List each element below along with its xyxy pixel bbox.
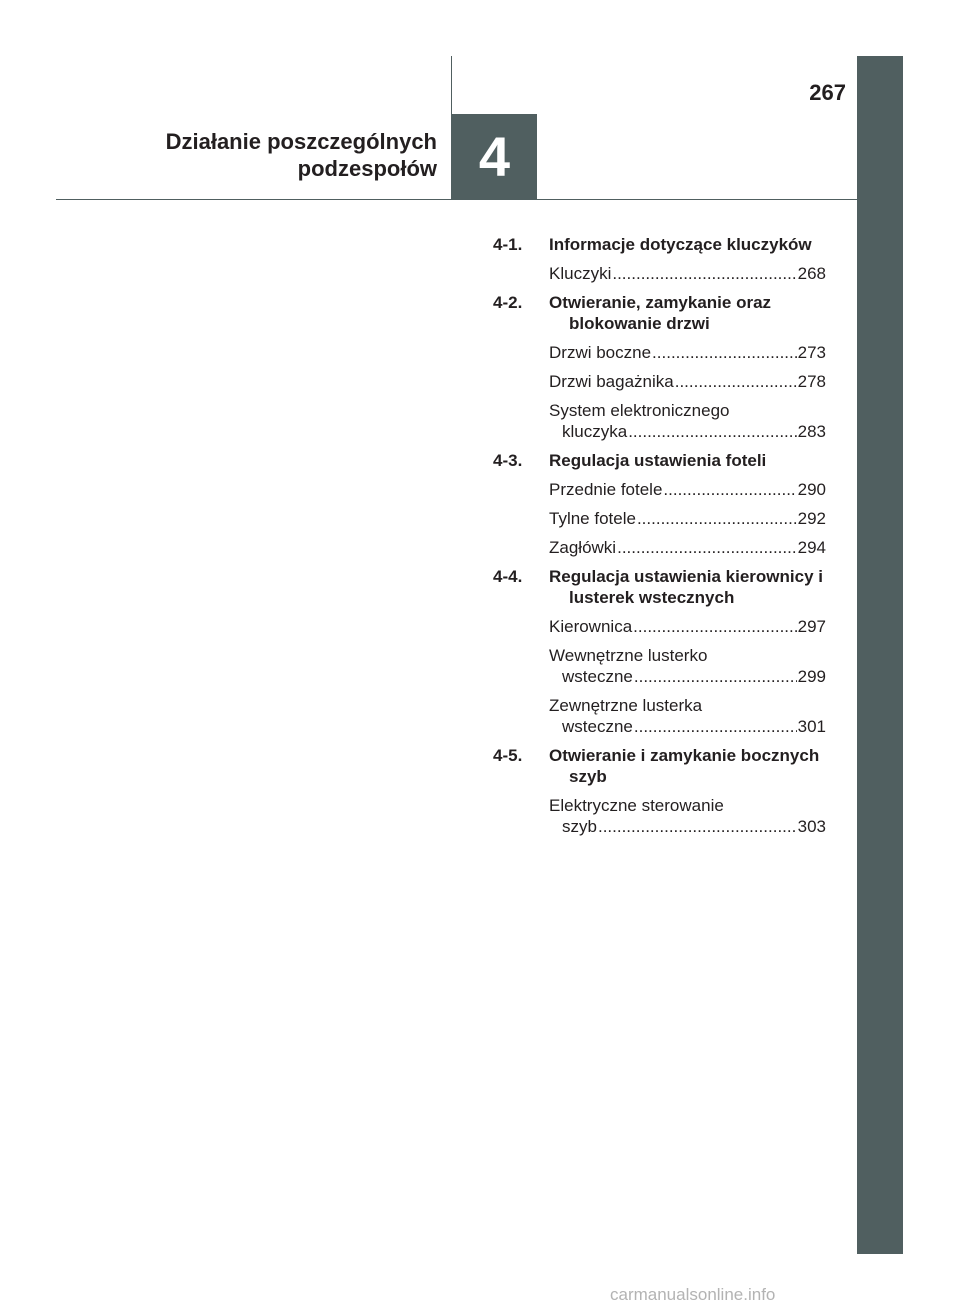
leader-dots [634, 716, 797, 737]
toc-section-number: 4-4. [493, 567, 523, 586]
toc-entry-title: Kierownica [549, 617, 633, 636]
toc-entry-page: 273 [797, 343, 826, 362]
toc-section-heading [493, 745, 826, 787]
toc-entry-page: 294 [797, 538, 826, 557]
toc-section-title: Regulacja ustawienia kierownicy i lusterek wstecznych [549, 567, 823, 607]
toc-entry-title: Drzwi boczne [549, 343, 652, 362]
toc-section-heading [493, 450, 826, 471]
toc-entry-title-cont: kluczyka [562, 422, 628, 441]
toc-entry-link[interactable] [549, 795, 826, 837]
toc-entry-title: Przednie fotele [549, 480, 663, 499]
toc-section-number: 4-2. [493, 293, 523, 312]
leader-dots [675, 371, 797, 392]
toc-entry-link[interactable] [549, 342, 826, 363]
leader-dots [617, 537, 797, 558]
leader-dots [598, 816, 797, 837]
leader-dots [612, 263, 796, 284]
toc-entry-page: 290 [797, 480, 826, 499]
toc-section-heading [493, 566, 826, 608]
toc-entry-title: Zewnętrzne lusterka [549, 696, 703, 715]
toc-entry-title: Wewnętrzne lusterko [549, 646, 708, 665]
toc-entry-link[interactable] [549, 371, 826, 392]
leader-dots [628, 421, 796, 442]
toc-entry-page: 268 [797, 264, 826, 283]
chapter-title-line1: Działanie poszczególnych [165, 129, 437, 154]
toc-entry-page: 301 [797, 717, 826, 736]
chapter-number-box: 4 [452, 114, 537, 199]
toc-entry-title: Tylne fotele [549, 509, 636, 528]
toc-entry-title: Drzwi bagażnika [549, 372, 674, 391]
toc-entry-link[interactable] [549, 479, 826, 500]
leader-dots [633, 616, 796, 637]
toc-section-title: Regulacja ustawienia foteli [549, 451, 767, 470]
toc-section-title: Informacje dotyczące kluczyków [549, 235, 812, 254]
toc-entry-link[interactable] [549, 616, 826, 637]
toc-entry-title: Kluczyki [549, 264, 612, 283]
toc-entry-title-cont: wsteczne [562, 717, 633, 736]
toc-entry-link[interactable] [549, 400, 826, 442]
toc-entry-title: System elektronicznego [549, 401, 730, 420]
toc-entry-page: 283 [797, 422, 826, 441]
toc-entry-title-cont: szyb [562, 817, 597, 836]
toc-section-number: 4-3. [493, 451, 523, 470]
chapter-side-tab [857, 56, 903, 1254]
toc-entry-title: Zagłówki [549, 538, 617, 557]
table-of-contents [493, 234, 826, 837]
watermark: carmanualsonline.info [610, 1285, 776, 1304]
toc-entry-link[interactable] [549, 263, 826, 284]
toc-section-title: Otwieranie i zamykanie bocznych szyb [549, 746, 820, 786]
chapter-title-line2: podzespołów [297, 156, 437, 181]
header-horizontal-rule [56, 199, 857, 200]
leader-dots [634, 666, 797, 687]
page-number: 267 [809, 80, 846, 105]
chapter-title [100, 128, 437, 182]
toc-entry-link[interactable] [549, 537, 826, 558]
toc-section-title: Otwieranie, zamykanie oraz blokowanie drzwi [549, 293, 772, 333]
toc-section-heading [493, 234, 826, 255]
toc-entry-link[interactable] [549, 695, 826, 737]
toc-entry-title-cont: wsteczne [562, 667, 633, 686]
toc-entry-page: 299 [797, 667, 826, 686]
leader-dots [652, 342, 797, 363]
toc-entry-title: Elektryczne sterowanie [549, 796, 724, 815]
toc-entry-page: 278 [797, 372, 826, 391]
toc-entry-link[interactable] [549, 645, 826, 687]
toc-section-heading [493, 292, 826, 334]
leader-dots [637, 508, 797, 529]
toc-section-number: 4-5. [493, 746, 523, 765]
toc-entry-link[interactable] [549, 508, 826, 529]
leader-dots [663, 479, 796, 500]
toc-entry-page: 303 [797, 817, 826, 836]
toc-section-number: 4-1. [493, 235, 523, 254]
toc-entry-page: 297 [797, 617, 826, 636]
toc-entry-page: 292 [797, 509, 826, 528]
